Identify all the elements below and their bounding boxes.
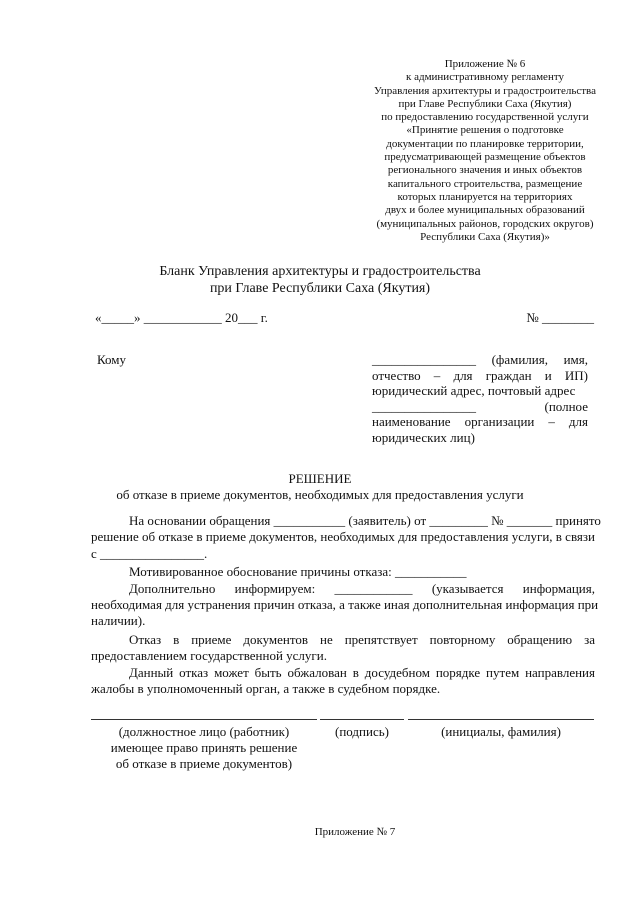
appendix-line: предусматривающей размещение объектов [384, 151, 586, 164]
appendix-line: по предоставлению государственной услуги [381, 111, 589, 124]
official-caption-line-3: об отказе в приеме документов) [115, 756, 293, 771]
body-line: Отказ в приеме документов не препятствует повторному обращению за [129, 631, 595, 647]
body-line: необходимая для устранения причин отказа, а также иная дополнительная информация при [91, 597, 599, 613]
body-line: решение об отказе в приеме документов, необходимых для предоставления услуги, в связи [91, 529, 595, 545]
paragraph-basis [91, 513, 601, 562]
body-line: Дополнительно информируем: ____________ (указывается информация, [129, 580, 595, 596]
paragraph-reason [91, 564, 595, 580]
paragraph-additional-info [91, 580, 599, 630]
paragraph-repeat-request [91, 632, 595, 665]
decision-subtitle: об отказе в приеме документов, необходимых для предоставления услуги [116, 487, 524, 502]
body-line: предоставлением государственной услуги. [91, 648, 327, 664]
paragraph-appeal [91, 665, 595, 698]
blank-header-line-1: Бланк Управления архитектуры и градостроительства [159, 264, 481, 279]
signature-caption: (подпись) [335, 724, 389, 739]
official-caption [91, 724, 317, 772]
appendix-line: при Главе Республики Саха (Якутия) [398, 97, 572, 110]
body-line: наличии). [91, 613, 146, 629]
appendix-line: (муниципальных районов, городских округов) [376, 217, 594, 230]
body-line: Мотивированное обоснование причины отказа: ___________ [129, 564, 467, 580]
official-caption-line-2: имеющее право принять решение [110, 740, 298, 755]
appendix-block [360, 58, 610, 244]
body-line: Данный отказ может быть обжалован в досудебном порядке путем направления [129, 664, 595, 680]
recipient-line-2: отчество – для граждан и ИП) [372, 367, 588, 383]
appendix-line: «Принятие решения о подготовке [406, 124, 564, 137]
recipient-line-5: наименование организации – для [372, 414, 588, 430]
recipient-block [372, 352, 588, 446]
blank-header [120, 263, 520, 297]
recipient-line-3: юридический адрес, почтовый адрес [372, 383, 576, 399]
next-appendix-label: Приложение № 7 [314, 826, 396, 838]
official-caption-line-1: (должностное лицо (работник) [118, 724, 290, 739]
blank-header-line-2: при Главе Республики Саха (Якутия) [209, 281, 431, 296]
initials-caption: (инициалы, фамилия) [441, 724, 561, 739]
appendix-line: капитального строительства, размещение [387, 177, 583, 190]
recipient-line-4: ________________ (полное [372, 398, 588, 414]
date-line: «_____» ____________ 20___ г. [95, 310, 268, 325]
initials-line [408, 719, 594, 720]
appendix-line: Приложение № 6 [444, 58, 526, 70]
appendix-line: двух и более муниципальных образований [385, 204, 585, 217]
number-line: № ________ [526, 310, 594, 325]
official-signature-line [91, 719, 317, 720]
signature-line [320, 719, 404, 720]
body-line: На основании обращения ___________ (заявитель) от _________ № _______ принято [129, 513, 601, 528]
body-line: жалобы в уполномоченный орган, а также в судебном порядке. [91, 681, 441, 697]
appendix-line: Республики Саха (Якутия)» [420, 230, 550, 243]
body-line: с ________________. [91, 545, 208, 561]
recipient-label: Кому [97, 352, 127, 367]
decision-title: РЕШЕНИЕ [288, 471, 352, 486]
appendix-line: документации по планировке территории, [386, 137, 584, 150]
appendix-line: к административному регламенту [406, 71, 564, 84]
appendix-line: регионального значения и иных объектов [387, 164, 583, 177]
appendix-line: которых планируется на территориях [397, 190, 573, 203]
recipient-line-6: юридических лиц) [372, 429, 475, 445]
recipient-line-1: ________________ (фамилия, имя, [372, 352, 588, 367]
decision-body [91, 513, 601, 697]
appendix-line: Управления архитектуры и градостроительства [374, 84, 596, 97]
